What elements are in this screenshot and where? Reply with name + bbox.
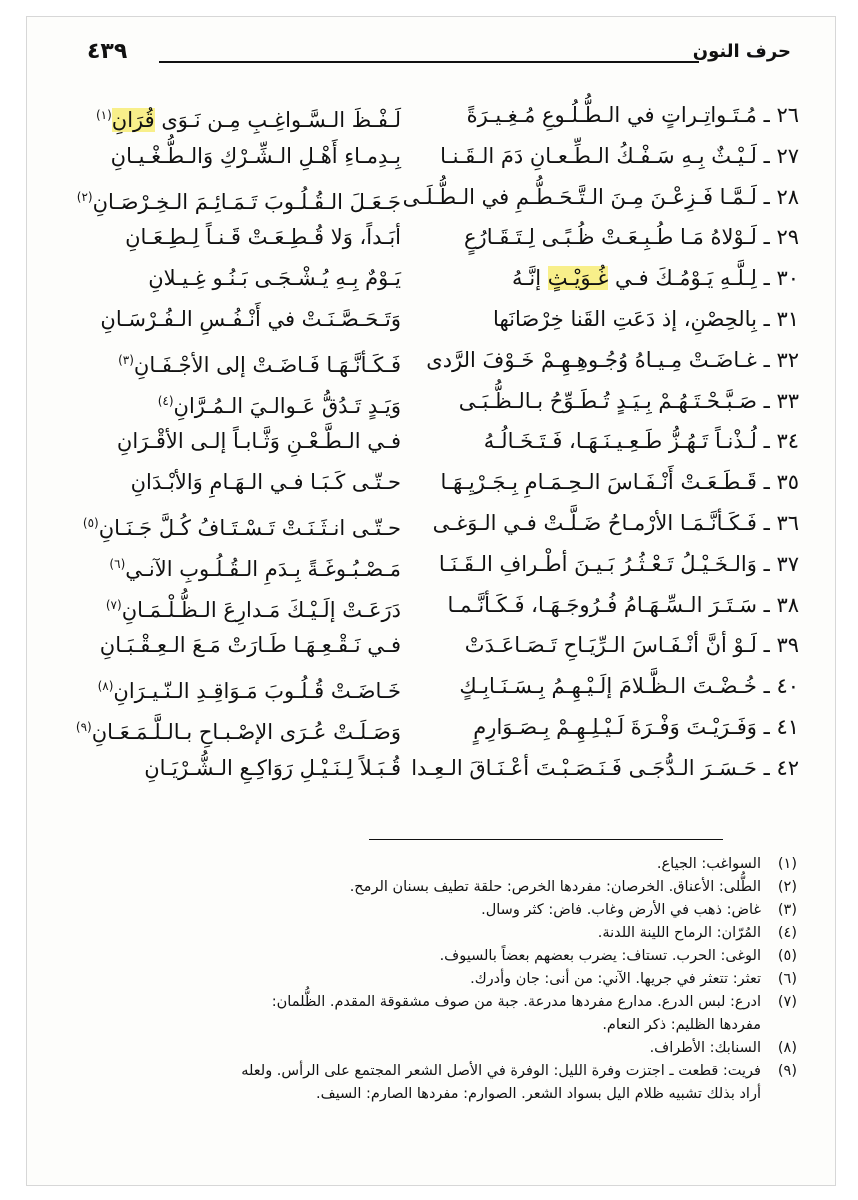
footnote-reference: (٥) [82, 515, 99, 530]
verse-text: سَـتَـرَ الـسِّـهَـامُ فُـرُوجَـهَـا، فَـكَـأنَّـمـا [447, 592, 757, 617]
verse-number: ٤١ [776, 714, 799, 739]
verse-first-hemistich: ٣٥ ـ قَـطَـعَـتْ أَنْـفَـاسَ الـحِـمَـامِ بِـجَـرْيِـهَـا [440, 470, 799, 495]
verse-text: صَـبَّـحْـتَـهُـمْ بِـيَـدٍ تُـطَـوِّحُ بـالـظُّـبَـى [458, 388, 757, 413]
verse-text: لِـلَّـهِ يَـوْمُـكَ فـي [608, 266, 757, 291]
verse-first-hemistich: ٢٧ ـ لَـيْـثٌ بِـهِ سَـفْـكُ الـطِّـعـانِ دَمَ الـقَـنـا [440, 143, 799, 168]
verse-second-hemistich [21, 262, 401, 294]
footnote-reference: (٢) [76, 189, 93, 204]
footnote-reference: (٤) [157, 393, 174, 408]
footnote-reference: (٧) [105, 597, 122, 612]
verse-second-hemistich [21, 385, 401, 422]
verse-first-hemistich: ٢٩ ـ لَـوْلاهُ مَـا طُـبِـعَـتْ ظُـبًـى لِـتَـقَـارُعٍ [464, 225, 799, 250]
footnote-text: مفردها الظليم: ذكر النعام. [602, 1017, 761, 1033]
verse-number: ٣٧ [776, 551, 799, 576]
footnote [79, 899, 797, 922]
footnote-reference: (٣) [118, 352, 134, 367]
verse-text: وَفَـرَيْـتَ وَفْـرَةَ لَـيْـلِـهِـمْ بِـصَـوَارِمٍ [473, 714, 757, 739]
verse-number: ٣٢ [776, 347, 799, 372]
verse-text: فَـكَـأنَّـهَـا فَـاضَـتْ إلى الأجْـفَـانِ [133, 352, 401, 377]
verse-line [67, 303, 799, 344]
verse-second-hemistich [21, 711, 401, 748]
verse-second-hemistich [21, 466, 401, 498]
verse-text: إنَّـهُ [511, 266, 548, 291]
verse-text: قُـبَـلاً لِـنَـيْـلِ رَوَاكِـعِ الـشُّـرْيَـانِ [144, 755, 401, 780]
verse-number: ٢٧ [776, 143, 799, 168]
verse-text: لَـوْلاهُ مَـا طُـبِـعَـتْ ظُـبًـى لِـتَـقَـارُعٍ [464, 225, 757, 250]
verse-text: جَـعَـلَ الـقُـلُـوبَ تَـمَـائِـمَ الـخِـرْصَـانِ [92, 189, 401, 214]
footnote-text: الوغى: الحرب. تستاف: يضرب بعضهم بعضاً بالسيوف. [439, 948, 761, 964]
verse-first-hemistich: ٣٤ ـ لُـذْنـاً تَـهُـزُّ طَـعِـيـنَـهَـا، فَـتَـخَـالُـهُ [483, 429, 799, 454]
verse-second-hemistich [21, 344, 401, 381]
verse-second-hemistich [21, 303, 401, 335]
verse-first-hemistich: ٣٨ ـ سَـتَـرَ الـسِّـهَـامُ فُـرُوجَـهَـا، فَـكَـأنَّـمـا [447, 592, 799, 617]
verse-text: مَـصْـبُـوغَـةً بِـدَمِ الـقُـلُـوبِ الآنـي [125, 556, 401, 581]
footnote-text: أراد بذلك تشبيه ظلام اليل بسواد الشعر. الصوارم: مفردها الصارم: السيف. [315, 1086, 761, 1102]
verse-text: لُـذْنـاً تَـهُـزُّ طَـعِـيـنَـهَـا، فَـتَـخَـالُـهُ [483, 429, 757, 454]
verse-number: ٣٨ [776, 592, 799, 617]
verse-text: لَـفْـظَ الـسَّـواغِـبِ مِـن نَـوَى [154, 108, 401, 132]
verse-first-hemistich: ٤٠ ـ خُـضْـتَ الـظَّـلامَ إلَـيْـهِـمُ بِـسَـنَـابِـكٍ [459, 674, 799, 699]
verse-text: قَـطَـعَـتْ أَنْـفَـاسَ الـحِـمَـامِ بِـجَـرْيِـهَـا [440, 470, 757, 495]
verse-second-hemistich [21, 99, 401, 136]
verse-text: لَـوْ أنَّ أنْـفَـاسَ الـرِّيَـاحِ تَـصَـاعَـدَتْ [464, 633, 757, 658]
footnote-number: (٥) [777, 948, 797, 964]
verse-first-hemistich: ٢٦ ـ مُـتَـواتِـراتٍ في الـطُّـلُـوعِ مُـغِـيـرَةً [466, 103, 799, 127]
verse-first-hemistich: ٣٦ ـ فَـكَـأنَّـمَـا الأرْمـاحُ ضَـلَّـتْ فـي الـوَغـى [432, 510, 799, 535]
verse-text: لَـيْـثٌ بِـهِ سَـفْـكُ الـطِّـعـانِ دَمَ الـقَـنـا [440, 143, 757, 168]
footnote-number: (٢) [777, 879, 797, 895]
verse-second-hemistich [21, 181, 401, 218]
footnote-reference: (٩) [75, 719, 92, 734]
verse-text: خُـضْـتَ الـظَّـلامَ إلَـيْـهِـمُ بِـسَـنَـابِـكٍ [459, 674, 757, 699]
footnote [79, 991, 797, 1037]
verse-number: ٣٤ [776, 429, 799, 454]
poem [67, 99, 799, 793]
footnote-text: الطُّلى: الأعناق. الخرصان: مفردها الخرص: حلقة تطيف بسنان الرمح. [349, 879, 761, 895]
verse-text: حـتّـى كَـبَـا فـي الـهَـامِ وَالأبْـدَانِ [130, 470, 401, 495]
book-page [26, 16, 836, 1186]
verse-text: فَـكَـأنَّـمَـا الأرْمـاحُ ضَـلَّـتْ فـي الـوَغـى [432, 510, 757, 535]
footnote-number: (٤) [777, 925, 797, 941]
verse-first-hemistich: ٣١ ـ بِالحِصْنِ، إذ دَعَتِ القَنا خِرْصَانَها [493, 306, 799, 331]
verse-number: ٤٠ [776, 674, 799, 699]
chapter-title: حرف النون [692, 41, 791, 62]
verse-number: ٢٨ [776, 184, 799, 209]
footnote [79, 1037, 797, 1060]
verse-second-hemistich [21, 629, 401, 661]
verse-text: فـي نَـقْـعِـهَـا طَـارَتْ مَـعَ الـعِـقْـبَـانِ [99, 633, 401, 658]
verse-line [67, 589, 799, 630]
verse-text: بِـدِمـاءِ أَهْـلِ الـشِّـرْكِ وَالـطُّـغْـيـانِ [110, 143, 401, 168]
footnote-number: (٩) [777, 1063, 797, 1079]
footnote [79, 922, 797, 945]
verse-text: أبَـداً، وَلا قُـطِـعَـتْ قَـنـاً لِـطِـعَـانِ [125, 225, 401, 250]
verse-second-hemistich [21, 670, 401, 707]
header-rule [159, 61, 699, 63]
verse-line [67, 629, 799, 670]
verse-line [67, 221, 799, 262]
verse-text: مُـتَـواتِـراتٍ في الـطُّـلُـوعِ مُـغِـيـرَةً [466, 103, 757, 127]
verse-second-hemistich [21, 548, 401, 585]
footnote [79, 1060, 797, 1106]
footnote [79, 876, 797, 899]
verse-text: وَالـخَـيْـلُ تَـعْـثُـرُ بَـيـنَ أطْـرافِ الـقَـنَـا [438, 551, 757, 576]
verse-line [67, 140, 799, 181]
verse-line [67, 262, 799, 303]
verse-first-hemistich: ٣٠ ـ لِـلَّـهِ يَـوْمُـكَ فـي غُـوَيْـثٍ إنَّـهُ [511, 266, 799, 291]
verse-line [67, 670, 799, 711]
verse-text: وَصَـلَـتْ عُـرَى الإصْـبـاحِ بـالـلَّـمَـعَـانِ [91, 719, 401, 744]
footnote-text: المُرّان: الرماح اللينة اللدنة. [597, 925, 761, 941]
verse-number: ٢٩ [776, 225, 799, 250]
footnote-number: (٧) [777, 994, 797, 1010]
page-header [87, 39, 791, 67]
verse-line [67, 711, 799, 752]
verse-line [67, 99, 799, 140]
verse-first-hemistich: ٤١ ـ وَفَـرَيْـتَ وَفْـرَةَ لَـيْـلِـهِـمْ بِـصَـوَارِمٍ [473, 714, 799, 739]
verse-text: دَرَعَـتْ إلَـيْـكَ مَـدارِعَ الـظُّـلْـمَـانِ [121, 597, 401, 622]
verse-line [67, 752, 799, 793]
footnote-number: (٣) [777, 902, 797, 918]
footnote-text: السواغب: الجياع. [656, 856, 761, 872]
verse-text: بِالحِصْنِ، إذ دَعَتِ القَنا خِرْصَانَها [493, 306, 757, 331]
footnote-reference: (٨) [97, 679, 114, 694]
verse-first-hemistich: ٣٢ ـ غـاضَـتْ مِـيـاهُ وُجُـوهِـهِـمْ خَـوْفَ الرَّدى [426, 347, 799, 372]
verse-text: لَـمَّـا فَـزِعْـنَ مِـنَ الـتَّـحَـطُّـمِ في الـطُّـلَـى [402, 184, 757, 209]
footnote-text: تعثر: تتعثر في جريها. الآني: من أنى: جان وأدرك. [470, 971, 761, 987]
verse-line [67, 548, 799, 589]
verse-second-hemistich [21, 221, 401, 253]
verse-number: ٢٦ [776, 103, 799, 127]
footnote-text: السنابك: الأطراف. [649, 1040, 761, 1056]
footnotes [79, 853, 797, 1106]
footnote [79, 968, 797, 991]
verse-second-hemistich [21, 425, 401, 457]
highlighted-word: غُـوَيْـثٍ [547, 266, 609, 291]
verse-first-hemistich: ٣٩ ـ لَـوْ أنَّ أنْـفَـاسَ الـرِّيَـاحِ تَـصَـاعَـدَتْ [464, 633, 799, 658]
footnote-number: (٨) [777, 1040, 797, 1056]
verse-line [67, 385, 799, 426]
page-number: ٤٣٩ [87, 39, 128, 64]
verse-second-hemistich [21, 589, 401, 626]
verse-line [67, 181, 799, 222]
verse-second-hemistich [21, 140, 401, 172]
footnote-separator [369, 839, 723, 840]
verse-number: ٣٦ [776, 510, 799, 535]
verse-text: حـتّـى انـثَـنَـتْ تَـسْـتَـافُ كُـلَّ جَـنَـانِ [98, 515, 401, 540]
verse-number: ٣٣ [776, 388, 799, 413]
footnote-reference: (٦) [109, 556, 126, 571]
footnote [79, 945, 797, 968]
verse-text: وَيَـدٍ تَـدُقُّ عَـوالـيَ الـمُـرَّانِ [173, 393, 401, 418]
footnote-text: غاض: ذهب في الأرض وغاب. فاض: كثر وسال. [481, 902, 761, 918]
verse-text: خَـاضَـتْ قُـلُـوبَ مَـوَاقِـدِ الـنّـيـرَانِ [113, 679, 401, 704]
verse-text: حَـسَـرَ الـدُّجَـى فَـنَـصَـبْـتَ أعْـنَـاقَ الـعِـدا [411, 755, 757, 780]
footnote-reference: (١) [95, 108, 112, 122]
verse-number: ٤٢ [776, 755, 799, 780]
verse-number: ٣٠ [776, 266, 799, 291]
footnote-number: (١) [777, 856, 797, 872]
verse-number: ٣١ [776, 306, 799, 331]
highlighted-word: قُرَانِ [111, 108, 155, 132]
verse-line [67, 507, 799, 548]
verse-second-hemistich [21, 752, 401, 784]
verse-first-hemistich: ٢٨ ـ لَـمَّـا فَـزِعْـنَ مِـنَ الـتَّـحَـطُّـمِ في الـطُّـلَـى [402, 184, 799, 209]
verse-number: ٣٥ [776, 470, 799, 495]
footnote [79, 853, 797, 876]
footnote-number: (٦) [777, 971, 797, 987]
verse-first-hemistich: ٣٣ ـ صَـبَّـحْـتَـهُـمْ بِـيَـدٍ تُـطَـوِّحُ بـالـظُّـبَـى [458, 388, 799, 413]
footnote-text: ادرع: لبس الدرع. مدارع مفردها مدرعة. جبة من صوف مشقوقة المقدم. الظُّلمان: [271, 994, 761, 1010]
verse-first-hemistich: ٤٢ ـ حَـسَـرَ الـدُّجَـى فَـنَـصَـبْـتَ أعْـنَـاقَ الـعِـدا [411, 755, 799, 780]
verse-text: يَـوْمٌ بِـهِ يُـشْـجَـى بَـنُـو غِـيـلانِ [148, 266, 401, 291]
verse-line [67, 344, 799, 385]
verse-line [67, 466, 799, 507]
verse-text: فـي الـطَّـعْـنِ وَثَّـابـاً إلـى الأقْـرَانِ [116, 429, 401, 454]
verse-line [67, 425, 799, 466]
verse-text: غـاضَـتْ مِـيـاهُ وُجُـوهِـهِـمْ خَـوْفَ الرَّدى [426, 347, 757, 372]
verse-number: ٣٩ [776, 633, 799, 658]
verse-first-hemistich: ٣٧ ـ وَالـخَـيْـلُ تَـعْـثُـرُ بَـيـنَ أطْـرافِ الـقَـنَـا [438, 551, 799, 576]
footnote-text: فريت: قطعت ـ اجتزت وفرة الليل: الوفرة في الأصل الشعر المجتمع على الرأس. ولعله [241, 1063, 761, 1079]
verse-second-hemistich [21, 507, 401, 544]
verse-text: وَتَـحَـصَّـنَـتْ في أَنْـفُـسِ الـفُـرْسَـانِ [100, 306, 401, 331]
